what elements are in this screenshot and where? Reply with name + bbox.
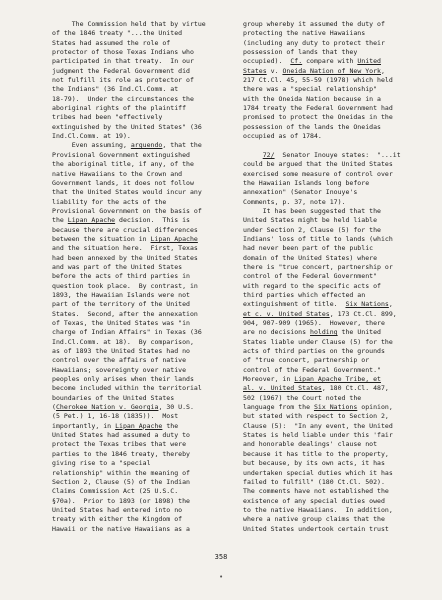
text-line (52, 29, 206, 38)
text-line (243, 20, 401, 29)
text-run: Hawaii or the native Hawaiians as a (52, 524, 190, 533)
text-line (52, 226, 206, 235)
text-line (243, 450, 401, 459)
text-run: importantly, in (52, 421, 116, 430)
text-line (52, 459, 206, 468)
text-line (52, 123, 206, 132)
text-line (52, 506, 206, 515)
text-run: there is "true concert, partnership or (243, 262, 393, 271)
text-run: relationship" within the meaning of (52, 468, 190, 477)
text-run: , 180 Ct.Cl. 487, (321, 384, 389, 393)
text-line (243, 422, 401, 431)
text-run: that the United States would incur any (52, 188, 202, 197)
text-run: the Indians" (36 Ind.Cl.Comm. at (52, 85, 179, 94)
text-run: of Texas, the United States was "in (52, 319, 190, 327)
text-run: had never been part of the public (243, 244, 374, 253)
text-run: are no decisions (243, 328, 311, 337)
text-run: could be argued that the United States (243, 160, 393, 169)
text-run: The comments have not established the (243, 487, 389, 496)
text-run: not fulfill its role as protector of (52, 76, 194, 85)
text-line (52, 272, 206, 281)
text-line (52, 39, 206, 48)
text-line (52, 403, 206, 412)
text-run: ( (52, 403, 56, 412)
underlined-text: arguendo (130, 141, 163, 150)
text-line (243, 207, 401, 216)
text-line (52, 300, 206, 309)
text-line (52, 76, 206, 85)
text-line (243, 254, 401, 263)
text-run: Clause (5): "In any event, the United (243, 421, 393, 430)
text-line (243, 39, 401, 48)
text-line (52, 113, 206, 122)
text-run: of the 1846 treaty "...the United (52, 29, 183, 38)
text-line (52, 497, 206, 506)
text-line (52, 57, 206, 66)
text-line (52, 450, 206, 459)
text-line (243, 412, 401, 421)
page-number: 358 (214, 553, 228, 561)
text-line (243, 244, 401, 253)
text-run: States is held liable under this 'fair (243, 431, 393, 440)
text-run: Moreover, in (243, 375, 295, 384)
text-line (52, 188, 206, 197)
text-run: liability for the acts of the (52, 197, 167, 206)
text-run: as of 1893 the United States had no (52, 347, 190, 356)
text-run: between the situation in (52, 234, 151, 243)
text-line (52, 310, 206, 319)
text-line (52, 20, 206, 29)
text-line (52, 132, 206, 141)
text-run: but because, by its own acts, it has (243, 459, 385, 468)
text-run: boundaries of the United States (52, 393, 175, 402)
text-line (52, 254, 206, 263)
text-run: acts of third parties on the grounds (243, 347, 385, 356)
text-line (243, 403, 401, 412)
text-run: Ind.Cl.Comm. at 18). By comparison, (52, 337, 194, 346)
text-run: third parties which effected an (243, 290, 366, 299)
text-line (52, 328, 206, 337)
underlined-text: Lipan Apache (115, 421, 163, 430)
text-run: question took place. By contrast, in (52, 281, 198, 290)
text-line (52, 235, 206, 244)
text-run: decision. This is (115, 216, 190, 225)
text-line (52, 244, 206, 253)
text-line (52, 263, 206, 272)
text-line (243, 151, 401, 160)
text-run: Provisional Government extinguished (52, 150, 190, 159)
text-run: native Hawaiians to the Crown and (52, 169, 183, 178)
text-line (243, 272, 401, 281)
text-run: United States had entered into no (52, 505, 183, 514)
text-run: 904, 907-909 (1965). However, there (243, 319, 385, 327)
text-line (243, 263, 401, 272)
text-line (243, 216, 401, 225)
text-line (243, 469, 401, 478)
underlined-text: et c. v. United States (243, 309, 330, 318)
text-line (243, 478, 401, 487)
text-line (52, 85, 206, 94)
text-run: 1784 treaty the Federal Government had (243, 104, 393, 113)
text-line (243, 141, 401, 150)
text-run: control over the affairs of native (52, 356, 187, 365)
text-line (52, 440, 206, 449)
right-column (243, 20, 401, 534)
text-run: annexation" (Senator Inouye's (243, 188, 358, 197)
text-line (52, 141, 206, 150)
text-run: 502 (1967) the Court noted the (243, 393, 362, 402)
underlined-text: al. v. United States (243, 384, 322, 393)
text-run: protect the Texas tribes that were (52, 440, 187, 449)
underlined-text: Lipan Apache (67, 216, 116, 225)
text-line (243, 347, 401, 356)
text-line (243, 310, 401, 319)
text-run: because it has title to the property, (243, 449, 389, 458)
text-run: States. Second, after the annexation (52, 309, 198, 318)
text-line (243, 459, 401, 468)
text-line (243, 226, 401, 235)
text-line (243, 366, 401, 375)
text-run: protector of those Texas Indians who (52, 48, 194, 57)
text-line (243, 319, 401, 328)
text-run: v. (266, 66, 283, 75)
text-line (52, 469, 206, 478)
text-line (243, 95, 401, 104)
text-run: control of the Federal Government" (243, 272, 378, 281)
text-line (52, 207, 206, 216)
text-line (52, 422, 206, 431)
text-run: become included within the territorial (52, 384, 202, 393)
text-line (52, 431, 206, 440)
text-run: the Hawaiian Islands long before (243, 178, 370, 187)
text-line (243, 291, 401, 300)
text-run: Ind.Cl.Comm. at 19). (52, 132, 131, 141)
underlined-text: Oneida Nation of New York (282, 66, 381, 75)
text-run: there was a "special relationship" (243, 85, 378, 94)
underlined-text: Cherokee Nation v. Georgia (55, 403, 159, 412)
text-line (52, 95, 206, 104)
text-line (52, 347, 206, 356)
text-run: compare with (302, 57, 358, 66)
text-run: existence of any special duties owed (243, 496, 385, 505)
text-run: (5 Pet.) 1, 16-18 (1835)). Most (52, 412, 179, 421)
text-run: Section 2, Clause (5) of the Indian (52, 477, 190, 486)
text-run: Provisional Government on the basis of (52, 206, 202, 215)
text-line (243, 198, 401, 207)
text-run: protecting the native Hawaiians (243, 29, 366, 38)
text-run: parties to the 1846 treaty, thereby (52, 449, 190, 458)
text-line (52, 375, 206, 384)
text-run: the (52, 216, 68, 225)
text-run: with regard to the specific acts of (243, 281, 381, 290)
text-run: under Section 2, Clause (5) for the (243, 225, 381, 234)
underlined-text: States (243, 66, 267, 75)
text-run: and the situation here. First, Texas (52, 244, 198, 253)
text-line (52, 151, 206, 160)
text-run: The Commission held that by virtue (52, 20, 206, 28)
underlined-text: Cf. (290, 57, 303, 66)
text-line (243, 394, 401, 403)
text-line (243, 497, 401, 506)
underlined-text: United (357, 57, 381, 66)
text-run: occupied). (243, 57, 291, 66)
text-run: undertaken special duties which it has (243, 468, 393, 477)
text-run: participated in that treaty. In our (52, 57, 194, 66)
text-run: 18-79). Under the circumstances the (52, 94, 194, 103)
text-line (243, 188, 401, 197)
text-line (243, 67, 401, 76)
text-run: Senator Inouye states: "...it (274, 150, 401, 159)
text-line (243, 104, 401, 113)
text-run: occupied as of 1784. (243, 132, 322, 141)
text-run: judgment the Federal Government did (52, 66, 190, 75)
text-line (243, 375, 401, 384)
text-line (52, 515, 206, 524)
text-line (52, 104, 206, 113)
text-line (52, 170, 206, 179)
text-run: tribes had been "effectively (52, 113, 163, 122)
text-line (243, 338, 401, 347)
text-line (52, 198, 206, 207)
text-line (243, 179, 401, 188)
text-run: exercised some measure of control over (243, 169, 393, 178)
text-line (243, 76, 401, 85)
text-run: domain of the United States) where (243, 253, 378, 262)
text-run: Comments, p. 37, note 17). (243, 197, 346, 206)
text-run: charge of Indian Affairs" in Texas (36 (52, 328, 202, 337)
text-run: but stated with respect to Section 2, (243, 412, 389, 421)
text-run: opinion, (357, 403, 393, 412)
text-line (243, 328, 401, 337)
text-run: Hawaiians; sovereignty over native (52, 365, 187, 374)
text-run: to the native Hawaiians. In addition, (243, 505, 393, 514)
page-mark: • (219, 573, 224, 581)
text-line (243, 487, 401, 496)
text-run: had been annexed by the United States (52, 253, 198, 262)
text-line (243, 29, 401, 38)
text-run: before the acts of third parties in (52, 272, 190, 281)
text-run: Even assuming, (52, 141, 131, 150)
underlined-text: Six Nations (313, 403, 358, 412)
text-run: treaty with either the Kingdom of (52, 515, 183, 524)
text-run: part of the territory of the United (52, 300, 190, 309)
text-run: where a native group claims that the (243, 515, 385, 524)
text-run: United States undertook certain trust (243, 524, 389, 533)
text-run: States liable under Clause (5) for the (243, 337, 393, 346)
text-run: aboriginal rights of the plaintiff (52, 104, 187, 113)
text-run: , that the (162, 141, 202, 150)
text-run: , (380, 66, 385, 75)
text-run: giving rise to a "special (52, 459, 151, 468)
left-column (52, 20, 206, 534)
text-line (52, 216, 206, 225)
text-line (52, 67, 206, 76)
text-run: of "true concert, partnership or (243, 356, 370, 365)
text-run: the United (337, 328, 381, 337)
text-run: because there are crucial differences (52, 225, 198, 234)
underlined-text: holding (310, 328, 338, 337)
text-line (243, 515, 401, 524)
text-run: and honorable dealings' clause not (243, 440, 378, 449)
text-line (243, 300, 401, 309)
text-run: , 30 U.S. (158, 403, 194, 412)
underlined-text: Lipan Apache Tribe, et (294, 375, 381, 384)
text-run: failed to fulfill" (180 Ct.Cl. 502). (243, 477, 385, 486)
text-run: United States had assumed a duty to (52, 431, 190, 440)
text-run: Government lands, it does not follow (52, 178, 194, 187)
text-run: peoples only arises when their lands (52, 375, 194, 384)
text-run: control of the Federal Government." (243, 365, 381, 374)
text-line (52, 160, 206, 169)
text-line (52, 356, 206, 365)
text-run: It has been suggested that the (243, 206, 381, 215)
text-run: (including any duty to protect their (243, 38, 385, 47)
text-line (52, 478, 206, 487)
text-line (243, 235, 401, 244)
text-line (243, 160, 401, 169)
text-line (243, 85, 401, 94)
text-line (243, 440, 401, 449)
text-line (243, 57, 401, 66)
text-run: States had assumed the role of (52, 38, 171, 47)
text-line (52, 394, 206, 403)
text-line (243, 123, 401, 132)
underlined-text: Six Nations (345, 300, 389, 309)
text-run: §70a). Prior to 1893 (or 1898) the (52, 496, 190, 505)
text-line (52, 48, 206, 57)
text-line (52, 338, 206, 347)
underlined-text: 72/ (262, 150, 275, 159)
underlined-text: Lipan Apache (150, 234, 198, 243)
text-run: , (388, 300, 393, 309)
text-line (52, 384, 206, 393)
text-run: possession of the lands the Oneidas (243, 122, 381, 131)
text-run: Indians' loss of title to lands (which (243, 234, 393, 243)
text-run: with the Oneida Nation because in a (243, 94, 381, 103)
text-run: group whereby it assumed the duty of (243, 20, 385, 28)
text-line (52, 179, 206, 188)
text-run: the aboriginal title, if any, of the (52, 160, 194, 169)
text-run (243, 151, 263, 159)
text-line (243, 132, 401, 141)
text-run: United States might be held liable (243, 216, 378, 225)
text-line (243, 431, 401, 440)
text-line (243, 170, 401, 179)
text-run: 217 Ct.Cl. 45, 55-59 (1978) which held (243, 76, 393, 85)
text-run: , 173 Ct.Cl. 899, (329, 309, 397, 318)
text-run: possession of lands that they (243, 48, 358, 57)
text-run: extinguished by the United States" (36 (52, 122, 202, 131)
text-run: Claims Commission Act (25 U.S.C. (52, 487, 179, 496)
text-run: 1893, the Hawaiian Islands were not (52, 290, 190, 299)
text-line (243, 113, 401, 122)
text-line (52, 291, 206, 300)
text-line (52, 282, 206, 291)
text-line (243, 506, 401, 515)
text-line (52, 366, 206, 375)
text-run: the (162, 421, 179, 430)
text-line (243, 525, 401, 534)
text-run: extinguishment of title. (243, 300, 346, 309)
text-line (243, 384, 401, 393)
text-run: promised to protect the Oneidas in the (243, 113, 393, 122)
text-line (52, 319, 206, 328)
text-run: and was part of the United States (52, 262, 183, 271)
text-line (52, 412, 206, 421)
text-line (243, 356, 401, 365)
text-line (243, 282, 401, 291)
text-line (52, 525, 206, 534)
text-line (52, 487, 206, 496)
text-run: language from the (243, 403, 314, 412)
text-line (243, 48, 401, 57)
